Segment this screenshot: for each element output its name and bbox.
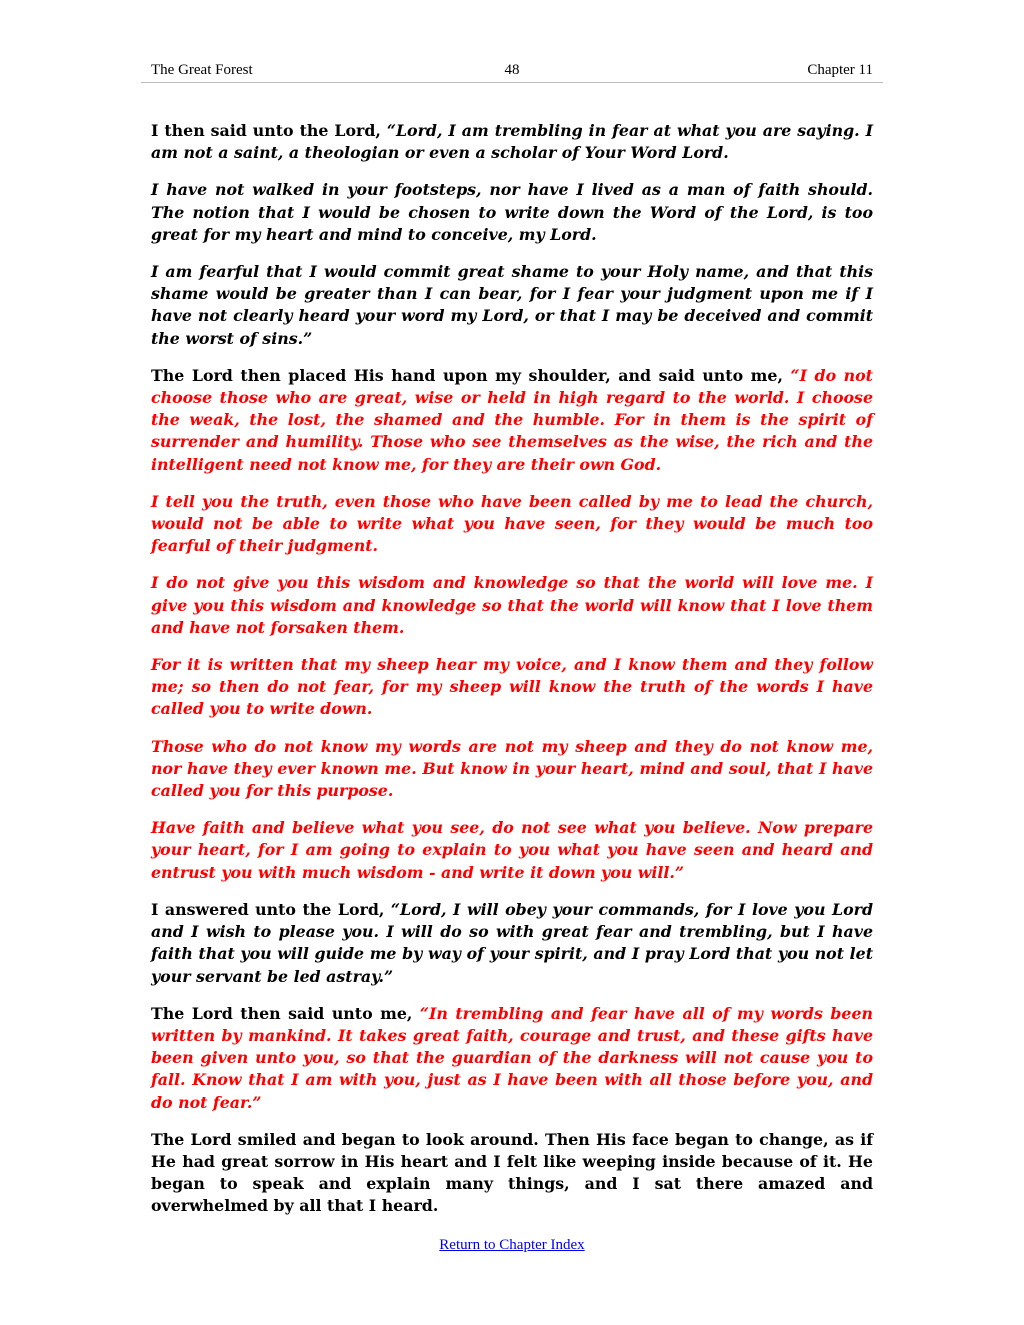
paragraph <box>151 120 873 164</box>
narration-text: The Lord then said unto me, <box>151 1003 420 1023</box>
paragraph <box>151 1003 873 1114</box>
book-title: The Great Forest <box>151 62 253 78</box>
paragraph <box>151 491 873 558</box>
page-header <box>141 60 883 83</box>
speech-text: I have not walked in your footsteps, nor have I lived as a man of faith should. The notion that I would be chosen to write down the Word of the Lord, is too great for my heart and mind to conceive, my Lord. <box>151 180 873 244</box>
paragraph <box>151 899 873 988</box>
lord-speech-text: “In trembling and fear have all of my words been written by mankind. It takes great faith, courage and trust, and these gifts have been given unto you, so that the guardian of the darkness will not cause you to fall. Know that I am with you, just as I have been with all those before you, and do not fear.” <box>151 1003 873 1112</box>
paragraph <box>151 261 873 350</box>
lord-speech-text: I tell you the truth, even those who have been called by me to lead the church, would not be able to write what you have seen, for they would be much too fearful of their judgment. <box>151 491 873 556</box>
paragraph <box>151 654 873 721</box>
paragraph <box>151 736 873 803</box>
chapter-label: Chapter 11 <box>807 62 873 78</box>
speech-text: “Lord, I am trembling in fear at what you are saying. I am not a saint, a theologian or even a scholar of Your Word Lord. <box>151 121 873 163</box>
lord-speech-text: For it is written that my sheep hear my voice, and I know them and they follow me; so then do not fear, for my sheep will know the truth of the words I have called you to write down. <box>151 655 873 719</box>
speech-text: “Lord, I will obey your commands, for I love you Lord and I wish to please you. I will do so with great fear and trembling, but I have faith that you will guide me by way of your spirit, and I pray Lord that you not let your servant be led astray.” <box>151 899 874 986</box>
lord-speech-text: Those who do not know my words are not my sheep and they do not know me, nor have they ever known me. But know in your heart, mind and soul, that I have called you for this purpose. <box>151 736 873 801</box>
narration-text: The Lord smiled and began to look around. Then His face began to change, as if He had great sorrow in His heart and I felt like weeping inside because of it. He began to speak and explain many things, and I sat there amazed and overwhelmed by all that I heard. <box>151 1129 873 1216</box>
page-number: 48 <box>504 62 520 78</box>
paragraph <box>151 179 873 246</box>
lord-speech-text: I do not give you this wisdom and knowledge so that the world will love me. I give you this wisdom and knowledge so that the world will know that I love them and have not forsaken them. <box>151 573 873 637</box>
lord-speech-text: “I do not choose those who are great, wise or held in high regard to the world. I choose the weak, the lost, the shamed and the humble. For in them is the spirit of surrender and humility. Those who see themselves as the wise, the rich and the intelligent need not know me, for they are their own God. <box>151 365 873 474</box>
return-to-chapter-index-link[interactable]: Return to Chapter Index <box>439 1237 585 1253</box>
lord-speech-text: Have faith and believe what you see, do not see what you believe. Now prepare your heart, for I am going to explain to you what you have seen and heard and entrust you with much wisdom - and write it down you will.” <box>151 818 873 882</box>
paragraph <box>151 817 873 884</box>
paragraph <box>151 572 873 639</box>
narration-text: I then said unto the Lord, <box>151 121 387 140</box>
paragraph <box>151 1129 873 1218</box>
speech-text: I am fearful that I would commit great shame to your Holy name, and that this shame would be greater than I can bear, for I fear your judgment upon me if I have not clearly heard your word my Lord, or that I may be deceived and commit the worst of sins.” <box>151 262 873 348</box>
paragraph <box>151 365 873 476</box>
chapter-body <box>151 120 873 1233</box>
narration-text: The Lord then placed His hand upon my shoulder, and said unto me, <box>151 365 791 385</box>
page-footer <box>0 1237 1024 1254</box>
narration-text: I answered unto the Lord, <box>151 899 391 919</box>
